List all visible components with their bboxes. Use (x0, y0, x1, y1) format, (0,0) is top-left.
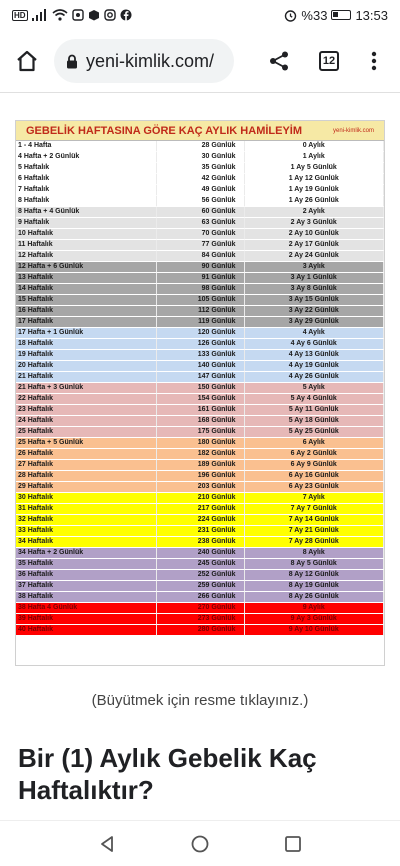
days-cell: 120 Günlük (156, 328, 244, 339)
months-cell: 3 Ay 29 Günlük (244, 317, 384, 328)
months-cell: 2 Aylık (244, 207, 384, 218)
table-row (16, 625, 384, 636)
week-cell: 21 Hafta + 3 Günlük (16, 383, 156, 394)
days-cell: 196 Günlük (156, 471, 244, 482)
table-row (16, 317, 384, 328)
days-cell: 252 Günlük (156, 570, 244, 581)
share-icon (268, 50, 290, 72)
week-cell: 26 Haftalık (16, 449, 156, 460)
months-cell: 4 Ay 6 Günlük (244, 339, 384, 350)
week-cell: 37 Haftalık (16, 581, 156, 592)
table-row (16, 240, 384, 251)
week-cell: 24 Haftalık (16, 416, 156, 427)
days-cell: 245 Günlük (156, 559, 244, 570)
months-cell: 4 Aylık (244, 328, 384, 339)
table-row (16, 218, 384, 229)
days-cell: 147 Günlük (156, 372, 244, 383)
chart-title-bar (16, 121, 384, 141)
days-cell: 180 Günlük (156, 438, 244, 449)
signal-icon (32, 9, 48, 21)
table-row (16, 361, 384, 372)
table-row (16, 482, 384, 493)
week-cell: 34 Haftalık (16, 537, 156, 548)
months-cell: 4 Ay 26 Günlük (244, 372, 384, 383)
table-row (16, 207, 384, 218)
days-cell: 259 Günlük (156, 581, 244, 592)
week-cell: 28 Haftalık (16, 471, 156, 482)
months-cell: 1 Ay 19 Günlük (244, 185, 384, 196)
status-left (12, 9, 132, 21)
table-row (16, 438, 384, 449)
days-cell: 77 Günlük (156, 240, 244, 251)
overflow-menu-button[interactable] (354, 36, 394, 86)
battery-percent: %33 (301, 7, 328, 23)
table-row (16, 614, 384, 625)
table-row (16, 548, 384, 559)
months-cell: 6 Aylık (244, 438, 384, 449)
months-cell: 9 Aylık (244, 603, 384, 614)
week-cell: 11 Haftalık (16, 240, 156, 251)
table-row (16, 174, 384, 185)
week-cell: 35 Haftalık (16, 559, 156, 570)
table-row (16, 339, 384, 350)
facebook-icon (120, 9, 132, 21)
months-cell: 5 Ay 18 Günlük (244, 416, 384, 427)
days-cell: 168 Günlük (156, 416, 244, 427)
days-cell: 133 Günlük (156, 350, 244, 361)
pregnancy-table (16, 141, 384, 636)
table-row (16, 526, 384, 537)
months-cell: 5 Ay 25 Günlük (244, 427, 384, 438)
notification-app-icon (72, 9, 84, 21)
chart-site-watermark: yeni-kimlik.com (332, 127, 374, 134)
days-cell: 35 Günlük (156, 163, 244, 174)
week-cell: 31 Haftalık (16, 504, 156, 515)
days-cell: 280 Günlük (156, 625, 244, 636)
table-row (16, 471, 384, 482)
months-cell: 8 Aylık (244, 548, 384, 559)
table-row (16, 493, 384, 504)
address-bar[interactable] (54, 39, 234, 83)
months-cell: 1 Ay 26 Günlük (244, 196, 384, 207)
months-cell: 7 Ay 28 Günlük (244, 537, 384, 548)
months-cell: 8 Ay 26 Günlük (244, 592, 384, 603)
table-row (16, 515, 384, 526)
days-cell: 273 Günlük (156, 614, 244, 625)
months-cell: 3 Ay 22 Günlük (244, 306, 384, 317)
days-cell: 112 Günlük (156, 306, 244, 317)
week-cell: 1 - 4 Hafta (16, 141, 156, 152)
days-cell: 266 Günlük (156, 592, 244, 603)
week-cell: 20 Haftalık (16, 361, 156, 372)
week-cell: 38 Haftalık (16, 592, 156, 603)
months-cell: 3 Ay 15 Günlük (244, 295, 384, 306)
week-cell: 30 Haftalık (16, 493, 156, 504)
months-cell: 6 Ay 23 Günlük (244, 482, 384, 493)
table-row (16, 559, 384, 570)
week-cell: 14 Haftalık (16, 284, 156, 295)
days-cell: 42 Günlük (156, 174, 244, 185)
table-row (16, 460, 384, 471)
week-cell: 22 Haftalık (16, 394, 156, 405)
table-row (16, 284, 384, 295)
days-cell: 49 Günlük (156, 185, 244, 196)
clock: 13:53 (355, 7, 388, 23)
months-cell: 3 Ay 8 Günlük (244, 284, 384, 295)
more-vert-icon (371, 51, 377, 71)
days-cell: 182 Günlük (156, 449, 244, 460)
lock-icon (66, 54, 78, 69)
days-cell: 91 Günlük (156, 273, 244, 284)
pregnancy-table-body (16, 141, 384, 636)
week-cell: 25 Hafta + 5 Günlük (16, 438, 156, 449)
chart-title: GEBELİK HAFTASINA GÖRE KAÇ AYLIK HAMİLEYİM (26, 124, 303, 137)
days-cell: 150 Günlük (156, 383, 244, 394)
table-row (16, 570, 384, 581)
months-cell: 2 Ay 24 Günlük (244, 251, 384, 262)
toolbar-divider (0, 92, 400, 93)
days-cell: 238 Günlük (156, 537, 244, 548)
week-cell: 15 Haftalık (16, 295, 156, 306)
table-row (16, 229, 384, 240)
days-cell: 161 Günlük (156, 405, 244, 416)
week-cell: 36 Haftalık (16, 570, 156, 581)
days-cell: 217 Günlük (156, 504, 244, 515)
table-row (16, 295, 384, 306)
table-row (16, 163, 384, 174)
home-icon (15, 49, 39, 73)
table-row (16, 427, 384, 438)
table-row (16, 350, 384, 361)
pregnancy-week-chart-image[interactable] (15, 120, 385, 666)
instagram-icon (104, 9, 116, 21)
months-cell: 9 Ay 10 Günlük (244, 625, 384, 636)
days-cell: 240 Günlük (156, 548, 244, 559)
days-cell: 231 Günlük (156, 526, 244, 537)
table-row (16, 581, 384, 592)
months-cell: 9 Ay 3 Günlük (244, 614, 384, 625)
months-cell: 4 Ay 19 Günlük (244, 361, 384, 372)
days-cell: 154 Günlük (156, 394, 244, 405)
week-cell: 16 Haftalık (16, 306, 156, 317)
week-cell: 18 Haftalık (16, 339, 156, 350)
week-cell: 17 Haftalık (16, 317, 156, 328)
week-cell: 12 Haftalık (16, 251, 156, 262)
tab-count: 12 (319, 51, 339, 71)
months-cell: 7 Ay 21 Günlük (244, 526, 384, 537)
hd-badge: HD (14, 10, 26, 20)
image-caption: (Büyütmek için resme tıklayınız.) (91, 692, 309, 709)
week-cell: 39 Haftalık (16, 614, 156, 625)
week-cell: 5 Haftalık (16, 163, 156, 174)
url-text: yeni-kimlik.com/ (86, 50, 215, 71)
months-cell: 4 Ay 13 Günlük (244, 350, 384, 361)
week-cell: 19 Haftalık (16, 350, 156, 361)
months-cell: 6 Ay 9 Günlük (244, 460, 384, 471)
week-cell: 17 Hafta + 1 Günlük (16, 328, 156, 339)
table-row (16, 383, 384, 394)
table-row (16, 251, 384, 262)
months-cell: 0 Aylık (244, 141, 384, 152)
week-cell: 38 Hafta 4 Günlük (16, 603, 156, 614)
table-row (16, 416, 384, 427)
recents-icon[interactable] (284, 835, 302, 853)
back-icon[interactable] (98, 835, 116, 853)
days-cell: 270 Günlük (156, 603, 244, 614)
week-cell: 29 Haftalık (16, 482, 156, 493)
months-cell: 8 Ay 12 Günlük (244, 570, 384, 581)
months-cell: 1 Ay 12 Günlük (244, 174, 384, 185)
status-right (284, 8, 388, 23)
days-cell: 70 Günlük (156, 229, 244, 240)
week-cell: 4 Hafta + 2 Günlük (16, 152, 156, 163)
months-cell: 2 Ay 17 Günlük (244, 240, 384, 251)
months-cell: 7 Ay 14 Günlük (244, 515, 384, 526)
months-cell: 2 Ay 10 Günlük (244, 229, 384, 240)
table-row (16, 141, 384, 152)
week-cell: 7 Haftalık (16, 185, 156, 196)
days-cell: 140 Günlük (156, 361, 244, 372)
days-cell: 98 Günlük (156, 284, 244, 295)
table-row (16, 603, 384, 614)
status-bar (0, 0, 400, 30)
week-cell: 40 Haftalık (16, 625, 156, 636)
months-cell: 1 Ay 5 Günlük (244, 163, 384, 174)
months-cell: 7 Aylık (244, 493, 384, 504)
days-cell: 60 Günlük (156, 207, 244, 218)
week-cell: 21 Haftalık (16, 372, 156, 383)
section-heading: Bir (1) Aylık Gebelik Kaç Haftalıktır? (18, 743, 317, 805)
tab-switcher-button[interactable] (304, 36, 354, 86)
months-cell: 3 Ay 1 Günlük (244, 273, 384, 284)
days-cell: 224 Günlük (156, 515, 244, 526)
months-cell: 7 Ay 7 Günlük (244, 504, 384, 515)
table-row (16, 262, 384, 273)
months-cell: 2 Ay 3 Günlük (244, 218, 384, 229)
months-cell: 8 Ay 19 Günlük (244, 581, 384, 592)
months-cell: 5 Ay 4 Günlük (244, 394, 384, 405)
days-cell: 119 Günlük (156, 317, 244, 328)
days-cell: 210 Günlük (156, 493, 244, 504)
days-cell: 56 Günlük (156, 196, 244, 207)
days-cell: 28 Günlük (156, 141, 244, 152)
table-row (16, 394, 384, 405)
months-cell: 6 Ay 2 Günlük (244, 449, 384, 460)
share-button[interactable] (254, 36, 304, 86)
week-cell: 12 Hafta + 6 Günlük (16, 262, 156, 273)
table-row (16, 372, 384, 383)
box-icon (88, 9, 100, 21)
table-row (16, 328, 384, 339)
days-cell: 175 Günlük (156, 427, 244, 438)
months-cell: 5 Aylık (244, 383, 384, 394)
week-cell: 8 Hafta + 4 Günlük (16, 207, 156, 218)
days-cell: 84 Günlük (156, 251, 244, 262)
table-row (16, 592, 384, 603)
week-cell: 8 Haftalık (16, 196, 156, 207)
home-circle-icon[interactable] (191, 835, 209, 853)
months-cell: 1 Aylık (244, 152, 384, 163)
table-row (16, 504, 384, 515)
days-cell: 63 Günlük (156, 218, 244, 229)
week-cell: 9 Haftalık (16, 218, 156, 229)
week-cell: 33 Haftalık (16, 526, 156, 537)
system-nav-bar (0, 820, 400, 866)
days-cell: 105 Günlük (156, 295, 244, 306)
week-cell: 13 Haftalık (16, 273, 156, 284)
months-cell: 8 Ay 5 Günlük (244, 559, 384, 570)
browser-toolbar (0, 30, 400, 92)
week-cell: 27 Haftalık (16, 460, 156, 471)
table-row (16, 196, 384, 207)
days-cell: 203 Günlük (156, 482, 244, 493)
battery-icon (331, 10, 351, 20)
table-row (16, 273, 384, 284)
week-cell: 23 Haftalık (16, 405, 156, 416)
week-cell: 32 Haftalık (16, 515, 156, 526)
alarm-icon (284, 9, 297, 22)
months-cell: 5 Ay 11 Günlük (244, 405, 384, 416)
home-button[interactable] (0, 34, 54, 88)
table-row (16, 152, 384, 163)
table-row (16, 306, 384, 317)
wifi-icon (52, 9, 68, 21)
days-cell: 189 Günlük (156, 460, 244, 471)
table-row (16, 185, 384, 196)
table-row (16, 405, 384, 416)
week-cell: 25 Haftalık (16, 427, 156, 438)
week-cell: 34 Hafta + 2 Günlük (16, 548, 156, 559)
months-cell: 3 Aylık (244, 262, 384, 273)
days-cell: 30 Günlük (156, 152, 244, 163)
week-cell: 10 Haftalık (16, 229, 156, 240)
table-row (16, 537, 384, 548)
days-cell: 90 Günlük (156, 262, 244, 273)
table-row (16, 449, 384, 460)
days-cell: 126 Günlük (156, 339, 244, 350)
week-cell: 6 Haftalık (16, 174, 156, 185)
months-cell: 6 Ay 16 Günlük (244, 471, 384, 482)
